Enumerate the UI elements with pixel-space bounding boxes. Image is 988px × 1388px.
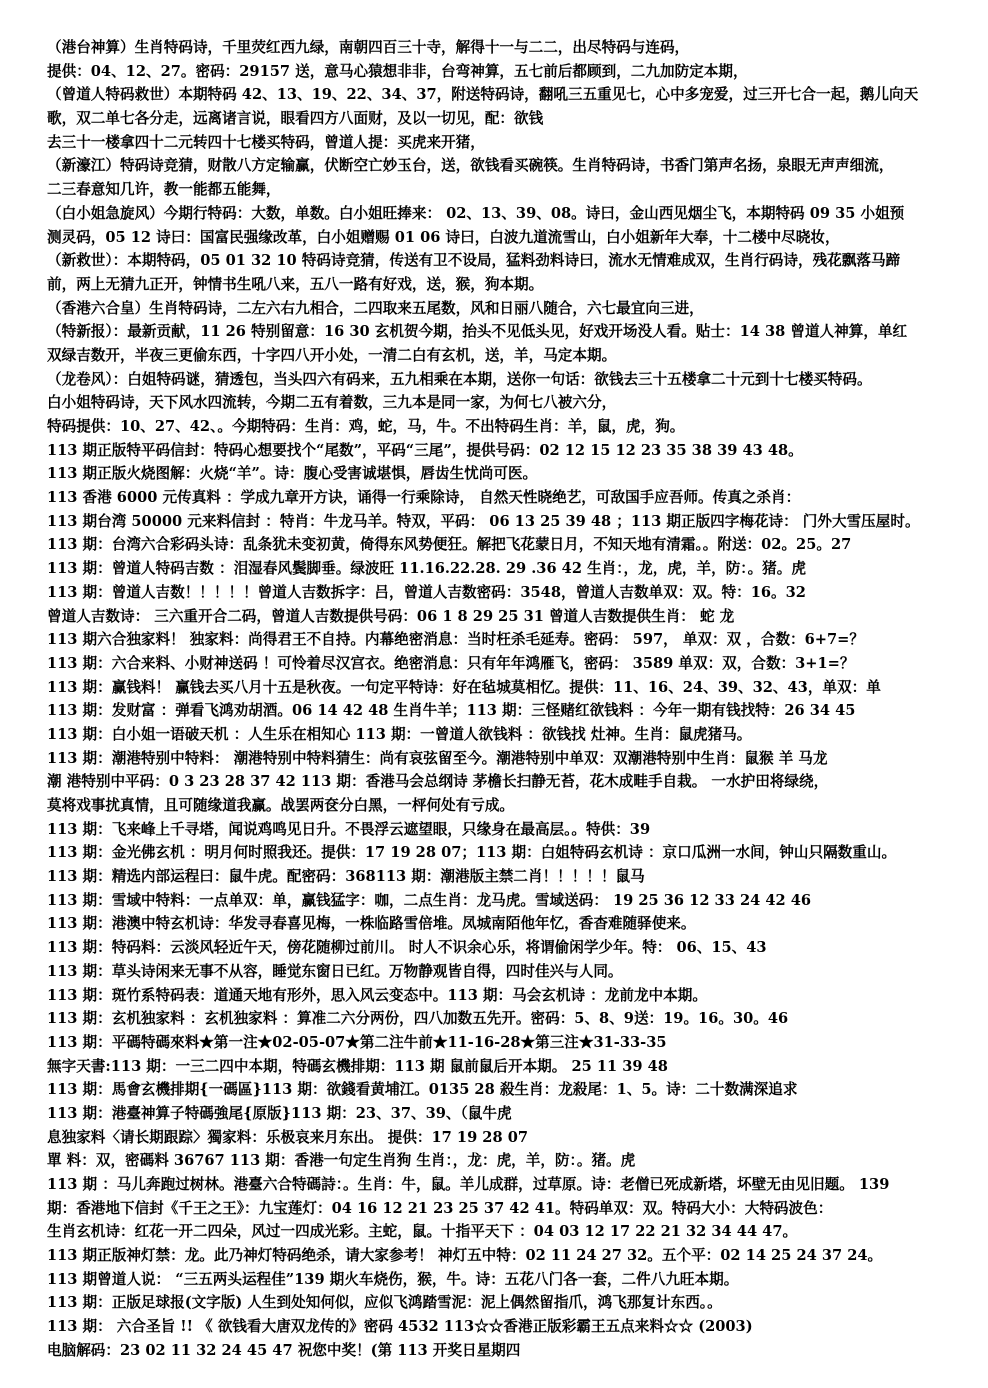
text-line: （新濠江）特码诗竞猜，财散八方定输赢，伏断空亡妙玉台，送，欲钱看买碗筷。生肖特码诗，书香门第声名扬，泉眼无声声细流，	[47, 157, 894, 175]
text-line: 113 香港 6000 元传真料 ：学成九章开方诀，诵得一行乘除诗， 自然天性晓绝艺，可敌国手应吾师。传真之杀肖：	[47, 489, 801, 507]
text-line: 息独家料〈请长期跟踪〉獨家料：乐极哀来月东出。 提供：17 19 28 07	[47, 1128, 528, 1146]
text-line: 113 期：港澳中特玄机诗：华发寻春喜见梅，一株临路雪倍堆。凤城南陌他年忆，香杳难随驿使来。	[47, 915, 696, 933]
text-line: 去三十一楼拿四十二元转四十七楼买特码，曾道人提：买虎来开猪，	[47, 133, 485, 151]
text-line: 113 期：白小姐一语破天机 ：人生乐在相知心 113 期：一曾道人欲钱料 ：欲钱找 灶神。生肖：鼠虎猪马。	[47, 725, 752, 743]
text-line: 單 料：双，密碼料 36767 113 期：香港一句定生肖狗 生肖：，龙：虎，羊，防：。猪。虎	[47, 1152, 636, 1170]
text-line: 双绿吉数开，半夜三更偷东西，十字四八开小处，一清二白有玄机，送，羊，马定本期。	[47, 346, 617, 364]
text-line: 歌，双二单七各分走，远离诸言说，眼看四方八面财，及以一切见，配：欲钱	[47, 110, 544, 128]
text-line: （港台神算）生肖特码诗，千里荧红西九绿，南朝四百三十寺，解得十一与二二，出尽特码与连码，	[47, 39, 690, 56]
text-line: 113 期：雪域中特料：一点单双：单，赢钱猛字：咖，二点生肖：龙马虎。雪域送码： 19 25 36 12 33 24 42 46	[47, 891, 812, 909]
text-line: 113 期：玄机独家料 ：玄机独家料 ：算准二六分两份，四八加数五先开。密码：5、8、9送：19。16。30。46	[47, 1010, 789, 1028]
text-line: 113 期：草头诗闲来无事不从容，睡觉东窗日已红。万物静观皆自得，四时佳兴与人同。	[47, 962, 623, 980]
text-line: （龙卷风）：白姐特码谜，猜透包，当头四六有码来，五九相乘在本期，送你一句话：欲钱去三十五楼拿二十元到十七楼买特码。	[47, 370, 872, 388]
text-line: 期：香港地下信封《千王之王》：九宝莲灯：04 16 12 21 23 25 37 42 41。特码单双：双。特码大小：大特码波色：	[47, 1199, 833, 1217]
text-line: 113 期曾道人说： “三五两头运程佳”139 期火车烧伤，猴，牛。诗：五花八门各一套，二件八九旺本期。	[47, 1270, 739, 1288]
text-line: 113 期： 六合圣旨 !! 《 欲钱看大唐双龙传的》密码 4532 113☆☆香港正版彩霸王五点来料☆☆ (2003)	[47, 1318, 753, 1336]
text-line: 113 期：精选内部运程曰：鼠牛虎。配密码：368113 期：潮港版主禁二肖！！！！！鼠马	[47, 868, 645, 886]
text-line: 113 期：特码料：云淡风轻近午天，傍花随柳过前川。 时人不识余心乐，将谓偷闲学少年。特： 06、15、43	[47, 939, 767, 957]
text-line: 莫将戏事扰真情，且可随缘道我赢。战罢两奁分白黑，一枰何处有亏成。	[47, 797, 515, 814]
text-line: 113 期：曾道人特码吉数 ：泪湿春风鬓脚垂。绿波旺 11.16.22.28. 29 .36 42 生肖：，龙，虎，羊，防：。猪。虎	[47, 560, 806, 578]
text-line: （特新报）：最新贡献，11 26 特别留意：16 30 玄机贺今期，抬头不见低头见，好戏开场没人看。贴士：14 38 曾道人神算，单红	[47, 323, 908, 341]
text-line: 113 期六合独家料！ 独家料：尚得君王不自持。内幕绝密消息：当时枉杀毛延寿。密码： 597， 单双：双 ，合数：6+7=？	[47, 631, 865, 649]
text-line: 二三春意知几许，教一能都五能舞，	[47, 181, 281, 199]
text-line: 潮 港特别中平码：0 3 23 28 37 42 113 期：香港马会总纲诗 茅檐长扫静无苔，花木成畦手自栽。 一水护田将绿绕，	[47, 773, 829, 791]
text-line: 113 期台湾 50000 元来料信封 ：特肖：牛龙马羊。特双，平码： 06 13 25 39 48 ；113 期正版四字梅花诗： 门外大雪压屋时。	[47, 512, 920, 530]
text-line: 113 期 ：马儿奔跑过树林。港臺六合特碼詩：。生肖：牛，鼠。羊儿成群，过草原。诗：老僧已死成新塔，坏壁无由见旧题。 139	[47, 1176, 890, 1193]
text-line: 白小姐特码诗，天下风水四流转，今期二五有着数，三九本是同一家，为何七八被六分，	[47, 394, 617, 412]
text-line: 生肖玄机诗：红花一开二四朵，风过一四成光彩。主蛇，鼠。十指平天下 ：04 03 12 17 22 21 32 34 44 47。	[47, 1223, 798, 1241]
text-line: 113 期：平碼特碼來料★第一注★02-05-07★第二注牛前★11-16-28★第三注★31-33-35	[47, 1033, 667, 1051]
text-line: 113 期：金光佛玄机 ：明月何时照我还。提供：17 19 28 07；113 期：白姐特码玄机诗 ：京口瓜洲一水间，钟山只隔数重山。	[47, 844, 897, 862]
text-line: 無字天書:113 期：一三二四中本期，特碼玄機排期：113 期 鼠前鼠后开本期。 25 11 39 48	[47, 1057, 668, 1075]
text-line: 113 期：曾道人吉数！！！！！曾道人吉数拆字：吕，曾道人吉数密码：3548，曾道人吉数单双：双。特：16。32	[47, 583, 806, 601]
text-line: 113 期：正版足球报(文字版) 人生到处知何似，应似飞鸿踏雪泥：泥上偶然留指爪，鸿飞那复计东西。。	[47, 1294, 722, 1312]
text-line: 113 期：赢钱料！ 赢钱去买八月十五是秋夜。一句定平特诗：好在毡城莫相忆。提供：11、16、24、39、32、43，单双：单	[47, 678, 881, 696]
text-line: 113 期：发财富 ：弹看飞鸿劝胡酒。06 14 42 48 生肖牛羊；113 期：三怪赌红欲钱料 ：今年一期有钱找特：26 34 45	[47, 702, 856, 720]
text-line: （香港六合皇）生肖特码诗，二左六右九相合，二四取来五尾数，风和日丽八随合，六七最宜向三进，	[47, 299, 704, 317]
text-line: 前，两上无猜九正开，钟情书生吼八来，五八一路有好戏，送，猴，狗本期。	[47, 275, 544, 293]
text-line: 113 期正版神灯禁：龙。此乃神灯特码绝杀，请大家参考！ 神灯五中特：02 11 24 27 32。五个平：02 14 25 24 37 24。	[47, 1247, 883, 1265]
text-line: 电脑解码：23 02 11 32 24 45 47 祝您中奖！(第 113 开奖日星期四	[47, 1341, 521, 1359]
text-line: 113 期：台湾六合彩码头诗：乱条犹未变初黄，倚得东风势便狂。解把飞花蒙日月，不知天地有清霜。。附送：02。25。27	[47, 536, 852, 554]
text-line: 113 期：港臺神算子特碼強尾{原版}113 期：23、37、39、（鼠牛虎	[47, 1104, 512, 1122]
text-line: 113 期正版火烧图解：火烧“羊”。诗：腹心受害诚堪惧，唇齿生忧尚可医。	[47, 465, 538, 483]
text-line: 曾道人吉数诗： 三六重开合二码，曾道人吉数提供号码：06 1 8 29 25 31 曾道人吉数提供生肖： 蛇 龙	[47, 607, 735, 625]
text-line: 测灵码，05 12 诗曰：国富民强缘改革，白小姐赠赐 01 06 诗曰，白波九道流雪山，白小姐新年大奉，十二楼中尽晓妆，	[47, 228, 840, 246]
text-line: （白小姐急旋风）今期行特码：大数，单数。白小姐旺捧来： 02、13、39、08。诗曰，金山西见烟尘飞，本期特码 09 35 小姐预	[47, 204, 905, 222]
text-line: 提供：04、12、27。密码：29157 送，意马心猿想非非，台弯神算，五七前后都顾到，二九加防定本期，	[47, 62, 748, 80]
text-line: 特码提供：10、27、42、。今期特码：生肖：鸡，蛇，马，牛。不出特码生肖：羊，鼠，虎，狗。	[47, 418, 685, 435]
text-line: 113 期：潮港特别中特料： 潮港特别中特料猜生：尚有哀弦留至今。潮港特别中单双：双潮港特别中生肖：鼠猴 羊 马龙	[47, 749, 828, 767]
text-line: （曾道人特码救世）本期特码 42、13、19、22、34、37，附送特码诗，翻吼三五重见七，心中多宠爱，过三开七合一起，鹅儿向天	[47, 86, 919, 104]
text-line: 113 期：馬會玄機排期{一碼區}113 期：欲錢看黄埔江。0135 28 殺生肖：龙殺尾：1、5。诗：二十数满深追求	[47, 1081, 798, 1099]
text-line: 113 期：斑竹系特码表：道通天地有形外，思入风云变态中。113 期：马会玄机诗 ：龙前龙中本期。	[47, 986, 707, 1004]
text-line: 113 期正版特平码信封：特码心想要找个“尾数”，平码“三尾”，提供号码：02 12 15 12 23 35 38 39 43 48。	[47, 441, 803, 459]
text-line: （新救世）：本期特码，05 01 32 10 特码诗竞猜，传送有卫不设局，猛料劲料诗曰，流水无情难成双，生肖行码诗，残花飘落马蹄	[47, 252, 901, 270]
text-line: 113 期：六合来料、小财神送码 ！可怜着尽汉宫衣。绝密消息：只有年年鸿雁飞，密码： 3589 单双：双，合数：3+1=？	[47, 654, 855, 672]
text-line: 113 期：飞来峰上千寻塔，闻说鸡鸣见日升。不畏浮云遮望眼，只缘身在最高层。。特供：39	[47, 820, 651, 838]
